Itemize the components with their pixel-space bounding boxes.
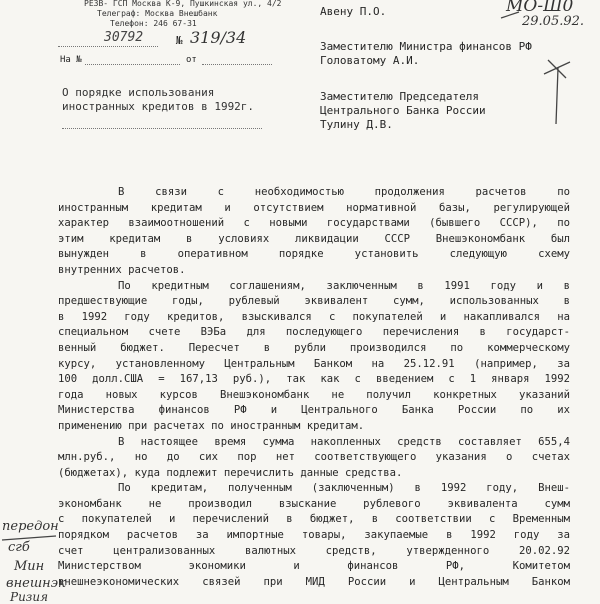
outgoing-number: 319/34 [190,28,247,47]
addressee-3-name: Тулину Д.В. [320,118,393,131]
body-line: экономбанк не производил взыскание рублевого эквивалента сумм [58,497,570,510]
body-line: порядком расчетов за импортные товары, закупаемые в 1992 году за [58,529,570,542]
body-line: млн.руб., но до сих пор нет соответствующего указания о счетах [58,451,570,464]
body-line: года новых курсов Внешэкономбанк не получил конкретных указаний [58,388,570,401]
letterhead-phone: Телефон: 246 67-31 [110,19,197,28]
body-line: (бюджетах), куда подлежит перечислить данные средства. [58,466,403,479]
letterhead-address: РЕЗВ- ГСП Москва К-9, Пушкинская ул., 4/2 [84,0,282,8]
from-label: от [186,55,197,65]
body-line: специальном счете ВЭБа для последующего перечисления в государст- [58,326,570,339]
registration-stamp-number: 30792 [104,30,144,45]
body-line: внешнеэкономических связей при МИД России и Центральным Банком [58,575,570,588]
subject-line-1: О порядке использования [62,86,215,99]
body-line: курсу, установленному Центральным Банком на 25.12.91 (например, за [58,357,570,370]
letter-body [58,185,570,590]
handwritten-underline [500,10,520,20]
ref-dotted-line [85,64,180,65]
body-line: По кредитным соглашениям, заключенным в 1991 году и в [118,279,570,292]
body-line: в 1992 году кредитов, взыскивался с покупателей и накапливался на [58,310,570,323]
subject-dotted-line [62,128,262,129]
body-line: предшествующие годы, рублевый эквивалент сумм, использованных в [58,295,570,308]
margin-note-4: внешнэк [6,576,66,591]
body-line: с покупателей и перечислений в бюджет, в соответствии с Временным [58,513,570,526]
letterhead-telegraph: Телеграф: Москва Внешбанк [97,9,218,18]
body-line: 100 долл.США = 167,13 руб.), так как с введением с 1 января 1992 [58,373,570,386]
margin-underline [0,532,60,544]
margin-note-2: сгб [8,540,30,555]
body-line: вынужден в оперативном порядке установить следующую схему [58,248,570,261]
body-line: применению при расчетах по иностранным кредитам. [58,419,365,432]
addressee-1-name: Авену П.О. [320,5,387,18]
ref-label: На № [60,55,82,65]
body-line: В связи с необходимостью продолжения расчетов по [118,186,570,198]
from-dotted-line [202,64,272,65]
number-label: № [176,34,183,47]
margin-note-1: передон [2,519,59,534]
addressee-3-title-line-1: Заместителю Председателя [320,90,479,103]
body-line: внутренних расчетов. [58,263,186,276]
body-line: характер взаимоотношений с новыми государствами (бывшего СССР), по [58,217,570,230]
addressee-2-title: Заместителю Министра финансов РФ [320,40,532,53]
handwritten-date: 29.05.92. [522,14,585,29]
body-line: В настоящее время сумма накопленных средств составляет 655,4 [118,435,570,448]
subject-line-2: иностранных кредитов в 1992г. [62,100,255,113]
margin-note-5: Ризия [10,590,49,604]
handwritten-check-mark [538,58,578,128]
body-line: Министерством экономики и финансов РФ, Комитетом [58,560,570,573]
body-line: Министерства финансов РФ и Центрального Банка России по их [58,404,570,417]
handwritten-code: МО-Ш0 [506,0,574,16]
body-line: По кредитам, полученным (заключенным) в 1992 году, Внеш- [118,482,570,495]
body-line: этим кредитам в условиях ликвидации СССР Внешэкономбанк был [58,232,570,245]
margin-note-3: Мин [14,559,45,574]
addressee-2-name: Головатому А.И. [320,54,420,67]
body-line: счет централизованных валютных средств, утвержденного 20.02.92 [58,544,570,557]
number-dotted-line [58,46,158,47]
addressee-3-title-line-2: Центрального Банка России [320,104,486,117]
body-line: иностранным кредитам и отсутствием нормативной базы, регулирующей [58,201,570,214]
body-line: венный бюджет. Пересчет в рубли производился по коммерческому [58,341,570,354]
